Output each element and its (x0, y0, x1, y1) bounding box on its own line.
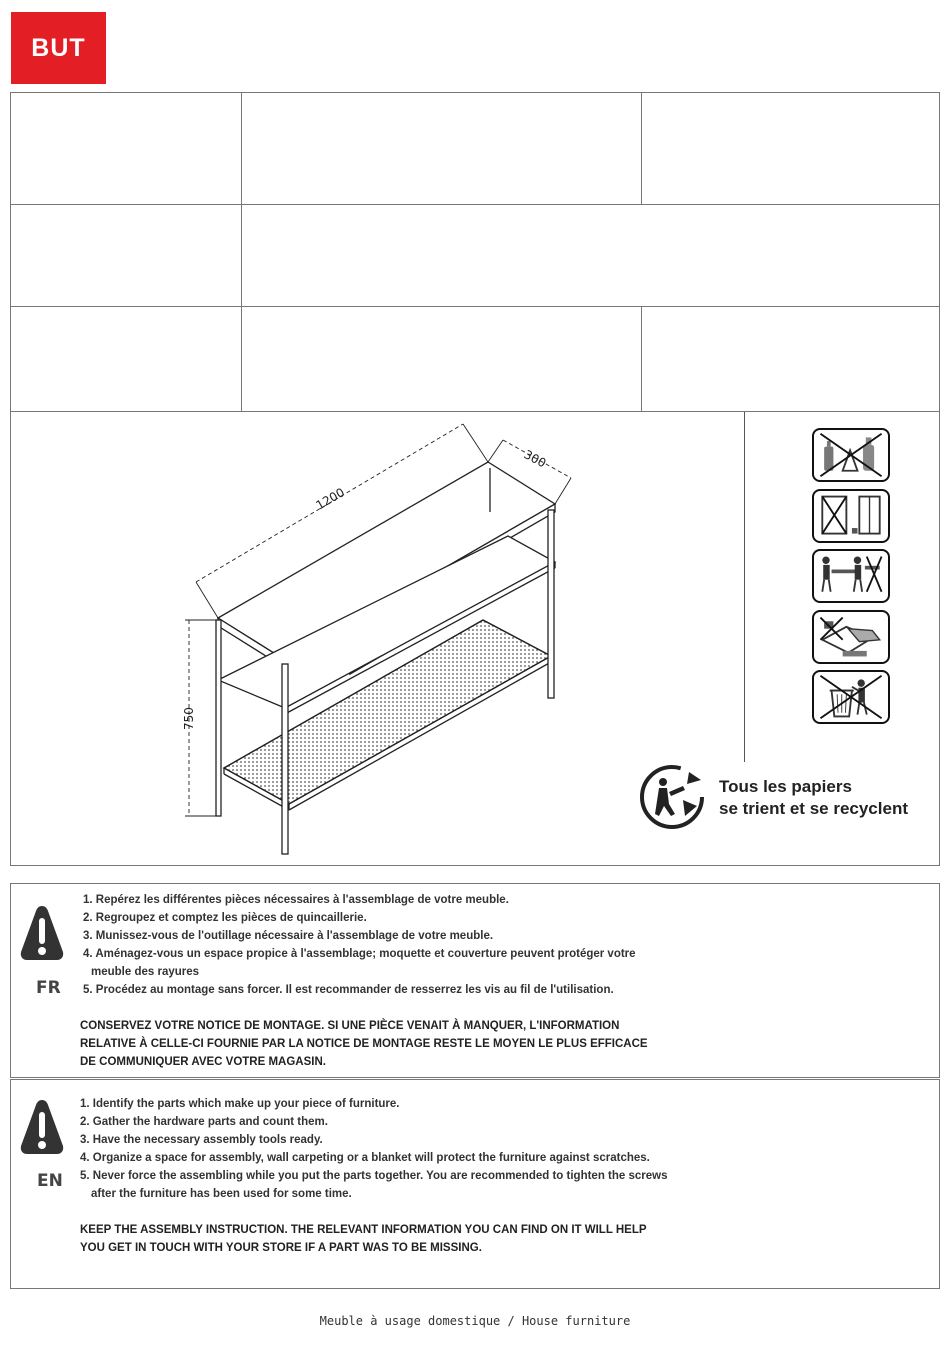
en-notice (80, 1221, 647, 1257)
grid-cell (11, 307, 242, 411)
list-item: 2. Regroupez et comptez les pièces de quincaillerie. (83, 912, 367, 924)
list-item: 5. Procédez au montage sans forcer. Il est recommander de resserrez les vis au fil de l'utilisation. (83, 984, 614, 996)
notice-line: CONSERVEZ VOTRE NOTICE DE MONTAGE. SI UNE PIÈCE VENAIT À MANQUER, L'INFORMATION (80, 1020, 620, 1032)
warning-icon (19, 1098, 65, 1160)
grid-cell (242, 93, 642, 205)
notice-line: DE COMMUNIQUER AVEC VOTRE MAGASIN. (80, 1056, 326, 1068)
language-label-fr: FR (36, 978, 61, 998)
no-bin-icon (812, 670, 890, 724)
list-item: meuble des rayures (91, 966, 200, 978)
console-table-drawing (11, 412, 744, 864)
language-label-en: EN (37, 1171, 63, 1191)
notice-line: RELATIVE À CELLE-CI FOURNIE PAR LA NOTICE DE MONTAGE RESTE LE MOYEN LE PLUS EFFICACE (80, 1038, 648, 1050)
list-item: 4. Organize a space for assembly, wall carpeting or a blanket will protect the furniture against scratches. (80, 1152, 650, 1164)
recycle-line-2: se trient et se recyclent (719, 799, 908, 818)
list-item: 3. Munissez-vous de l'outillage nécessaire à l'assemblage de votre meuble. (83, 930, 494, 942)
section-divider (744, 412, 745, 762)
no-moisture-icon (812, 489, 890, 543)
grid-cell (642, 93, 939, 205)
info-grid (10, 92, 940, 412)
but-logo (11, 12, 106, 84)
list-item: 3. Have the necessary assembly tools ready. (80, 1134, 323, 1146)
notice-line: KEEP THE ASSEMBLY INSTRUCTION. THE RELEVANT INFORMATION YOU CAN FIND ON IT WILL HELP (80, 1224, 647, 1236)
width-dimension-label: 1200 (313, 485, 347, 513)
recycle-line-1: Tous les papiers (719, 777, 852, 796)
grid-cell (642, 307, 939, 411)
depth-dimension-label: 300 (521, 447, 549, 471)
triman-recycle-icon (639, 764, 705, 830)
fr-instructions (10, 883, 940, 1078)
list-item: 5. Never force the assembling while you put the parts together. You are recommended to tighten the screws (80, 1170, 668, 1182)
footer-text: Meuble à usage domestique / House furniture (319, 1314, 631, 1328)
warning-icon (19, 904, 65, 966)
logo-text: BUT (31, 33, 86, 62)
product-section (10, 412, 940, 866)
grid-cell (242, 307, 642, 411)
list-item: after the furniture has been used for some time. (91, 1188, 352, 1200)
en-steps-list (80, 1095, 668, 1203)
grid-cell (11, 205, 242, 307)
fr-notice (80, 1017, 648, 1071)
notice-line: YOU GET IN TOUCH WITH YOUR STORE IF A PART WAS TO BE MISSING. (80, 1242, 482, 1254)
height-dimension-label: 750 (182, 707, 196, 730)
list-item: 1. Identify the parts which make up your piece of furniture. (80, 1098, 400, 1110)
no-chemicals-icon (812, 428, 890, 482)
list-item: 4. Aménagez-vous un espace propice à l'assemblage; moquette et couverture peuvent protéger votre (83, 948, 636, 960)
list-item: 1. Repérez les différentes pièces nécessaires à l'assemblage de votre meuble. (83, 894, 509, 906)
fr-steps-list (83, 891, 636, 999)
list-item: 2. Gather the hardware parts and count them. (80, 1116, 328, 1128)
grid-cell (242, 205, 939, 307)
en-instructions (10, 1079, 940, 1289)
grid-cell (11, 93, 242, 205)
no-sharp-objects-icon (812, 610, 890, 664)
recycle-text (719, 776, 908, 820)
two-person-assembly-icon (812, 549, 890, 603)
